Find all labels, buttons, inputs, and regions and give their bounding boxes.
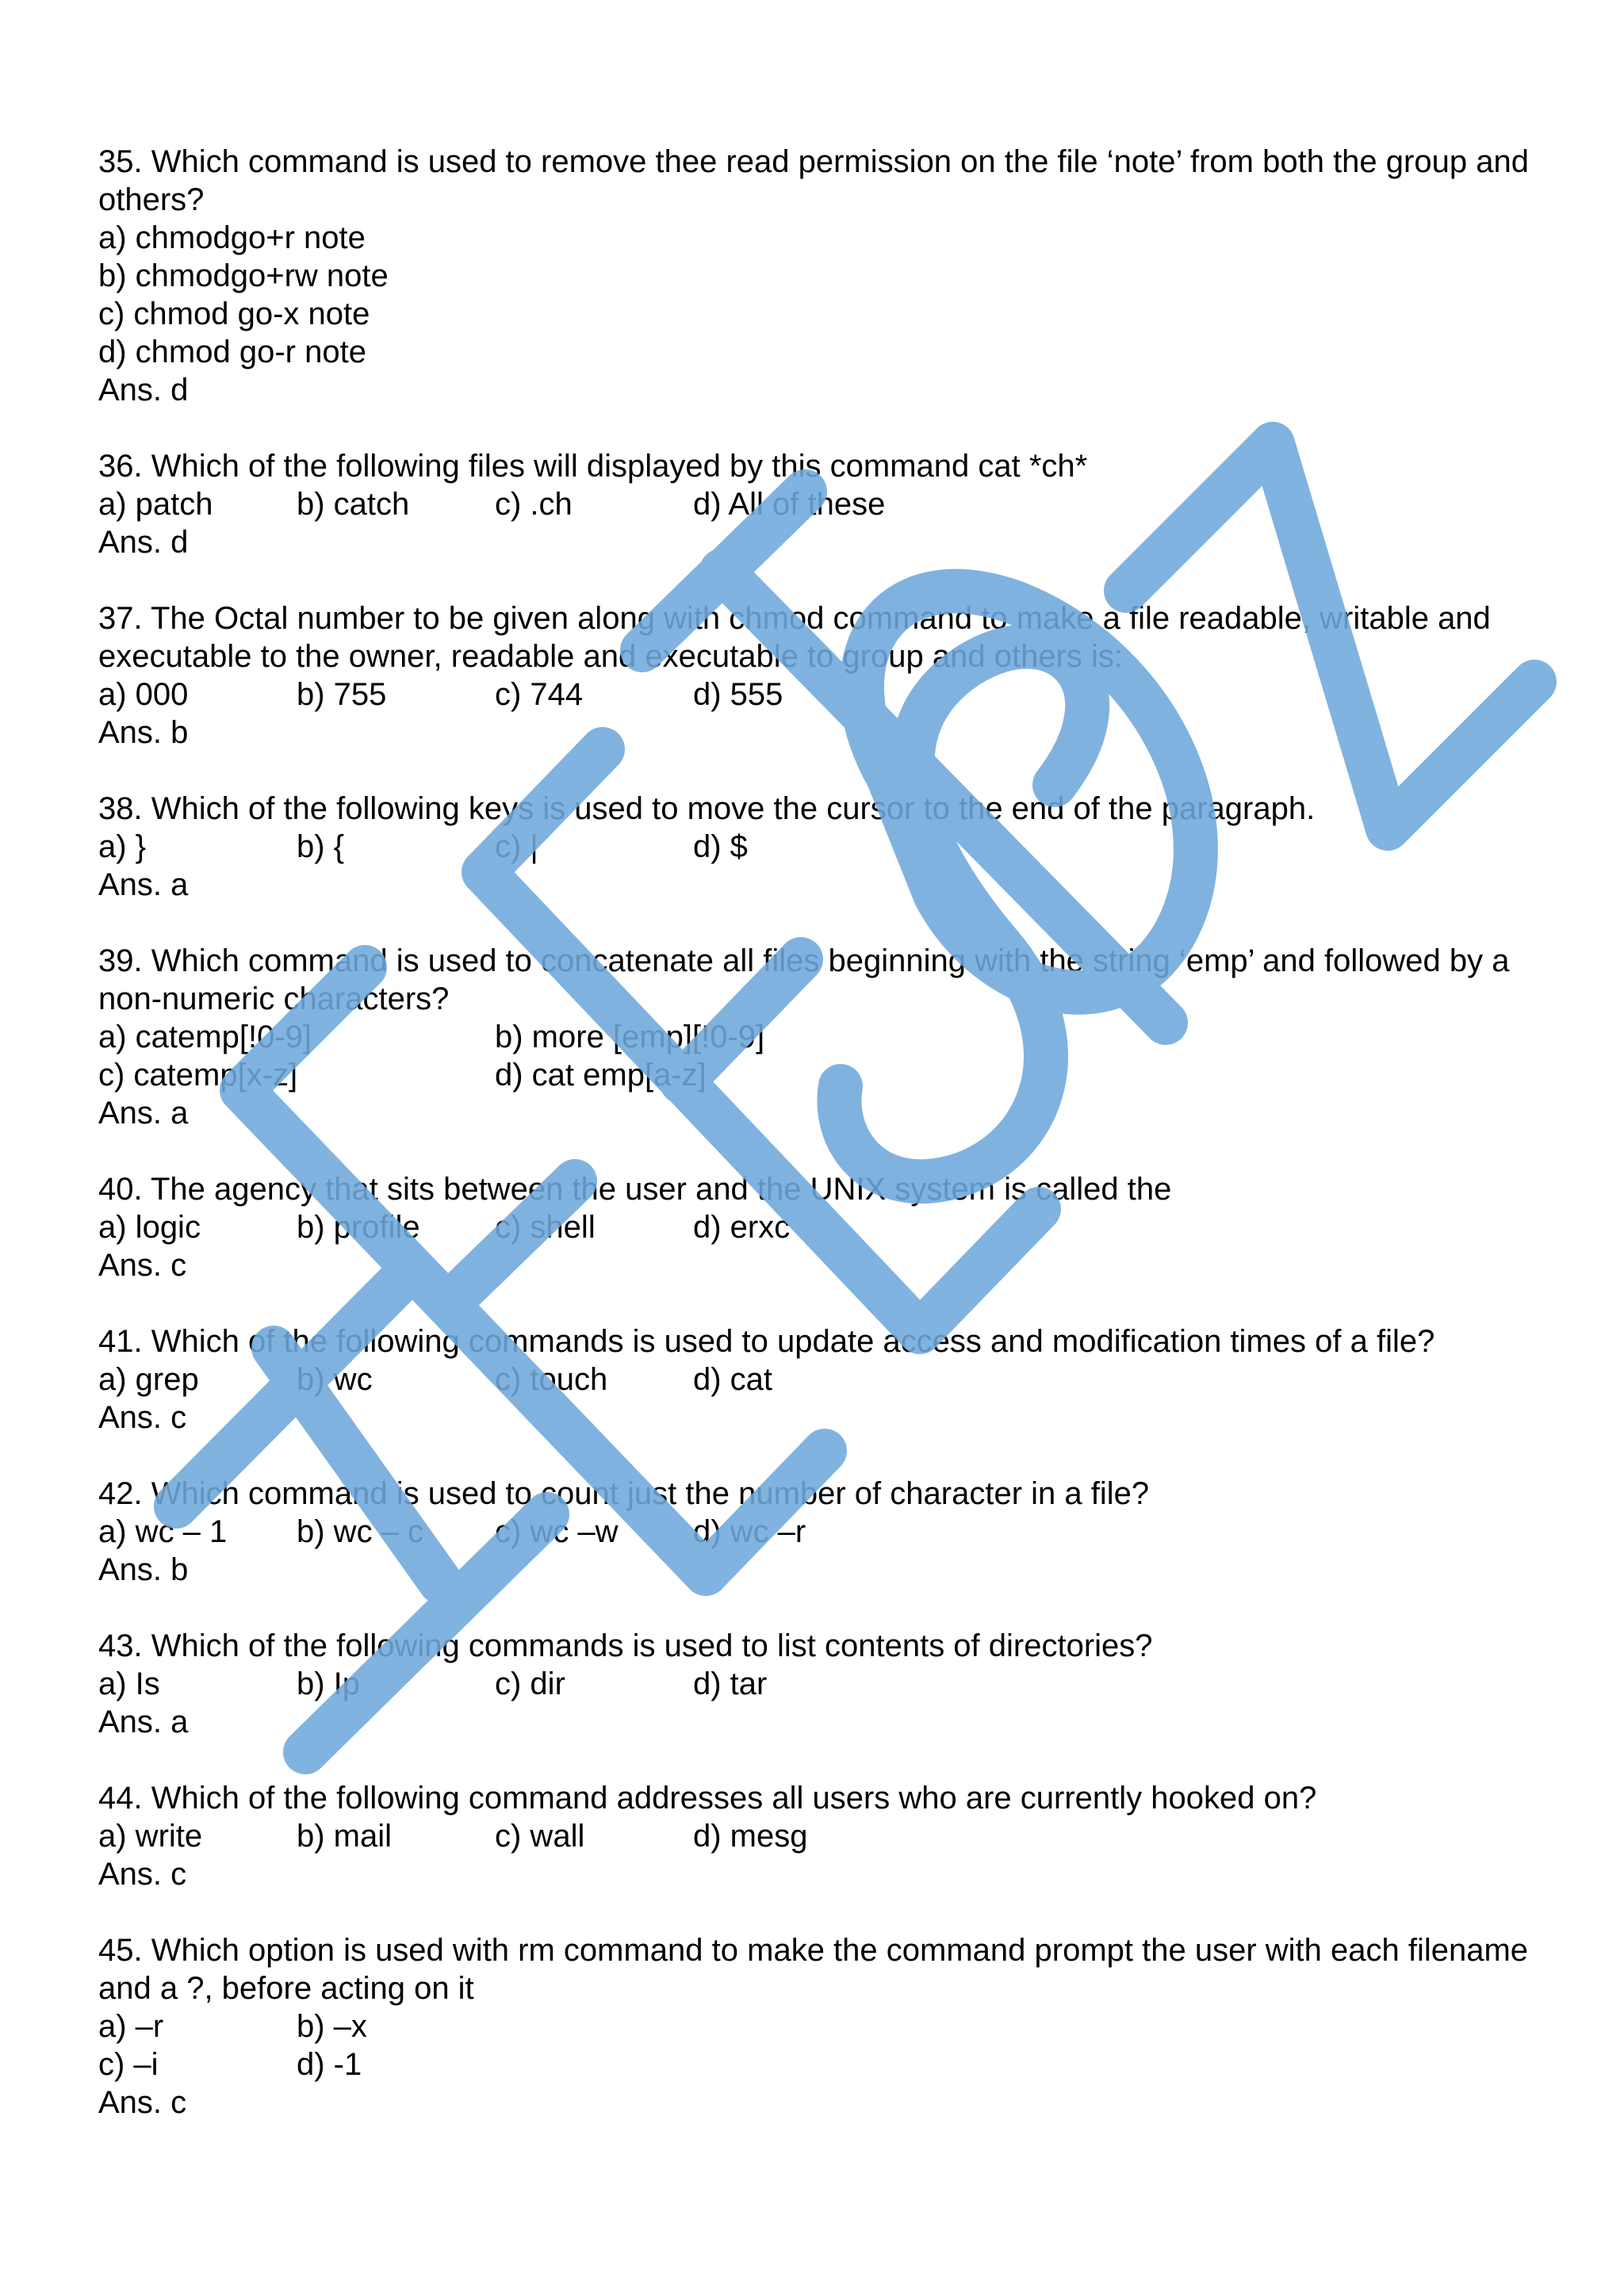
option-c: c) | <box>495 829 538 864</box>
question-text: 42. Which command is used to count just the number of character in a file? <box>98 1476 1150 1511</box>
answer-line: Ans. a <box>98 1705 189 1739</box>
question-block <box>98 143 1542 409</box>
option-c: c) –i <box>98 2047 159 2082</box>
question-block <box>98 599 1542 752</box>
option-b: b) { <box>297 829 345 864</box>
option-d: d) mesg <box>693 1819 808 1854</box>
option-b: b) more [emp][!0-9] <box>495 1020 765 1054</box>
option-a: a) write <box>98 1819 203 1854</box>
option-b: b) –x <box>297 2009 367 2044</box>
option-row <box>98 828 1542 866</box>
option-row <box>98 1018 1542 1056</box>
question-block <box>98 1170 1542 1284</box>
option-a: a) 000 <box>98 677 189 712</box>
option-row <box>98 219 1542 257</box>
option-row <box>98 333 1542 371</box>
option-b: b) mail <box>297 1819 393 1854</box>
option-c: c) catemp[x-z] <box>98 1058 298 1093</box>
option-row <box>98 1056 1542 1094</box>
question-text: 41. Which of the following commands is used to update access and modification times of a file? <box>98 1324 1435 1359</box>
option-a: a) chmodgo+r note <box>98 220 366 255</box>
option-a: a) wc – 1 <box>98 1514 228 1549</box>
answer-line: Ans. b <box>98 715 189 750</box>
option-d: d) All of these <box>693 487 886 522</box>
answer-line: Ans. b <box>98 1552 189 1587</box>
option-b: b) Ip <box>297 1667 361 1701</box>
answer-line: Ans. c <box>98 1400 187 1435</box>
question-text: 43. Which of the following commands is used to list contents of directories? <box>98 1628 1153 1663</box>
option-b: b) 755 <box>297 677 387 712</box>
option-d: d) wc –r <box>693 1514 806 1549</box>
option-a: a) logic <box>98 1210 201 1245</box>
question-block <box>98 942 1542 1132</box>
option-d: d) chmod go-r note <box>98 335 366 369</box>
answer-line: Ans. c <box>98 2085 187 2120</box>
answer-line: Ans. a <box>98 1096 189 1131</box>
question-text: 39. Which command is used to concatenate all files beginning with the string ‘emp’ and followed by a non-numeric characters? <box>98 943 1510 1016</box>
question-text: 38. Which of the following keys is used to move the cursor to the end of the paragraph. <box>98 791 1316 826</box>
option-a: a) patch <box>98 487 213 522</box>
option-row <box>98 1208 1542 1246</box>
question-block <box>98 1931 1542 2122</box>
option-d: d) $ <box>693 829 748 864</box>
question-block <box>98 1475 1542 1589</box>
answer-line: Ans. c <box>98 1857 187 1892</box>
option-row <box>98 2007 1542 2045</box>
question-text: 44. Which of the following command addresses all users who are currently hooked on? <box>98 1781 1317 1816</box>
option-c: c) shell <box>495 1210 596 1245</box>
question-block <box>98 1779 1542 1893</box>
option-a: a) } <box>98 829 147 864</box>
question-text: 36. Which of the following files will displayed by this command cat *ch* <box>98 449 1088 484</box>
option-row <box>98 257 1542 295</box>
option-d: d) cat emp[a-z] <box>495 1058 707 1093</box>
question-text: 35. Which command is used to remove thee read permission on the file ‘note’ from both the group and others? <box>98 144 1529 217</box>
option-a: a) –r <box>98 2009 164 2044</box>
option-c: c) wc –w <box>495 1514 619 1549</box>
option-c: c) .ch <box>495 487 573 522</box>
answer-line: Ans. d <box>98 525 189 560</box>
option-b: b) catch <box>297 487 410 522</box>
question-block <box>98 447 1542 561</box>
option-row <box>98 2045 1542 2084</box>
question-block <box>98 1627 1542 1741</box>
option-b: b) chmodgo+rw note <box>98 258 389 293</box>
option-row <box>98 1360 1542 1399</box>
question-block <box>98 790 1542 904</box>
option-d: d) tar <box>693 1667 768 1701</box>
option-c: c) dir <box>495 1667 565 1701</box>
option-a: a) grep <box>98 1362 199 1397</box>
document-body <box>98 143 1542 2160</box>
option-a: a) catemp[!0-9] <box>98 1020 312 1054</box>
option-d: d) -1 <box>297 2047 362 2082</box>
answer-line: Ans. c <box>98 1248 187 1283</box>
option-b: b) wc – c <box>297 1514 424 1549</box>
option-row <box>98 675 1542 714</box>
question-text: 37. The Octal number to be given along with chmod command to make a file readable, writable and executable to the owner, readable and executable to group and others is: <box>98 601 1491 674</box>
option-c: c) wall <box>495 1819 585 1854</box>
answer-line: Ans. d <box>98 373 189 408</box>
question-text: 45. Which option is used with rm command to make the command prompt the user with each filename and a ?, before acting on it <box>98 1933 1529 2006</box>
option-c: c) touch <box>495 1362 608 1397</box>
option-b: b) profile <box>297 1210 420 1245</box>
option-row <box>98 295 1542 333</box>
option-d: d) erxc <box>693 1210 791 1245</box>
option-row <box>98 485 1542 523</box>
question-block <box>98 1322 1542 1437</box>
option-c: c) chmod go-x note <box>98 297 370 331</box>
option-c: c) 744 <box>495 677 584 712</box>
question-text: 40. The agency that sits between the user and the UNIX system is called the <box>98 1172 1172 1207</box>
option-a: a) Is <box>98 1667 160 1701</box>
option-d: d) 555 <box>693 677 783 712</box>
option-row <box>98 1513 1542 1551</box>
option-row <box>98 1817 1542 1855</box>
option-b: b) wc <box>297 1362 373 1397</box>
option-d: d) cat <box>693 1362 773 1397</box>
option-row <box>98 1665 1542 1703</box>
answer-line: Ans. a <box>98 867 189 902</box>
